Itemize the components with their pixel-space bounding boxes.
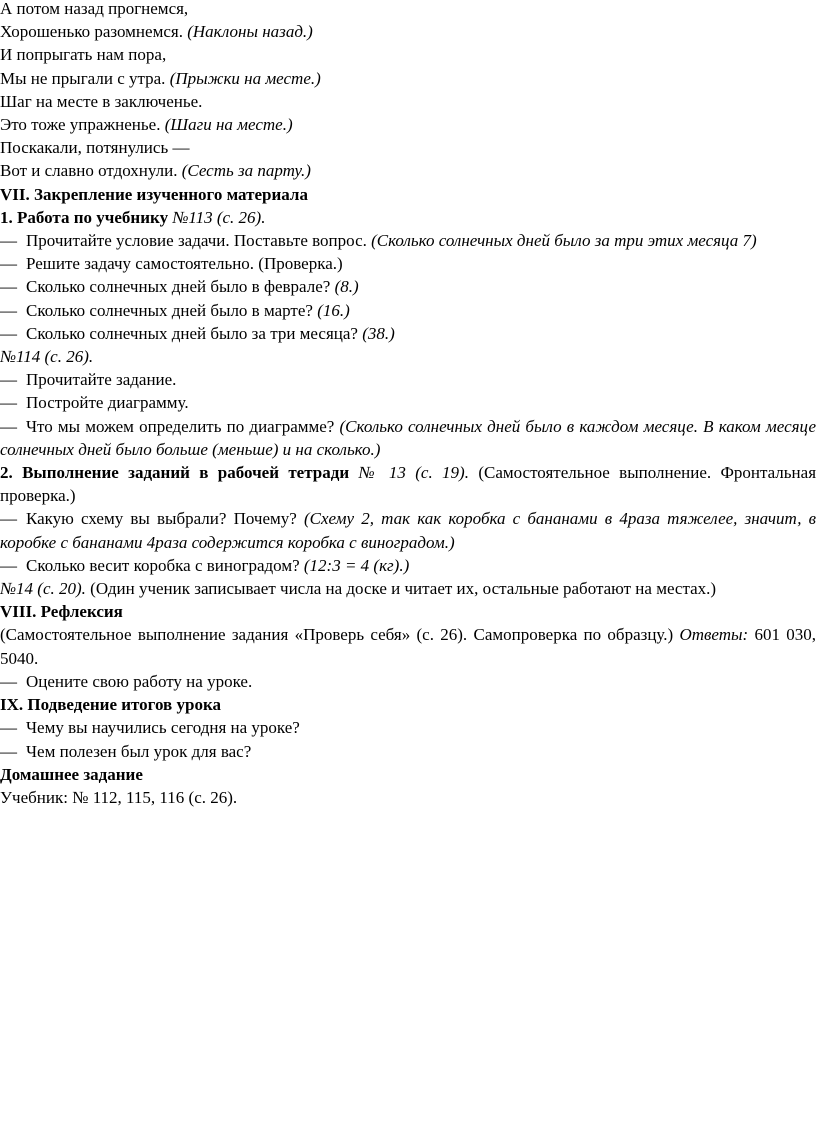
poem-note: (Наклоны назад.): [187, 22, 313, 42]
section-heading-9: IX. Подведение итогов урока: [0, 695, 221, 715]
poem-note: (Шаги на месте.): [164, 115, 293, 135]
poem-note: (Сесть за парту.): [181, 161, 311, 181]
list-item: — Сколько весит коробка с виноградом? (12:3 = 4 (кг).): [0, 555, 410, 575]
list-item: — Чему вы научились сегодня на уроке?: [0, 718, 300, 738]
poem-line: Шаг на месте в заключенье.: [0, 91, 203, 111]
list-item: — Сколько солнечных дней было за три месяца? (38.): [0, 323, 395, 343]
list-item: — Прочитайте задание.: [0, 370, 177, 390]
list-item: — Какую схему вы выбрали? Почему? (Схему 2, так как коробка с бананами в 4раза тяжелее, значит, в коробке с бананами 4раза содержится коробка с виноградом.): [0, 509, 816, 552]
list-item: — Сколько солнечных дней было в феврале? (8.): [0, 277, 359, 297]
poem-line: Вот и славно отдохнули. (Сесть за парту.): [0, 161, 311, 181]
subsection-heading-1: 1. Работа по учебнику №113 (с. 26).: [0, 207, 266, 227]
poem-line: И попрыгать нам пора,: [0, 45, 167, 65]
list-item: — Чем полезен был урок для вас?: [0, 741, 252, 761]
task-number: №14 (с. 20). (Один ученик записывает числа на доске и читает их, остальные работают на местах.): [0, 579, 717, 599]
section-heading-8: VIII. Рефлексия: [0, 602, 123, 622]
section-heading-7: VII. Закрепление изученного материала: [0, 184, 308, 204]
subsection-heading-2: 2. Выполнение заданий в рабочей тетради № 13 (с. 19). (Самостоятельное выполнение. Фронтальная проверка.): [0, 463, 816, 506]
reflection-text: (Самостоятельное выполнение задания «Проверь себя» (с. 26). Самопроверка по образцу.) Ответы: 601 030, 5040.: [0, 625, 816, 668]
list-item: — Что мы можем определить по диаграмме? (Сколько солнечных дней было в каждом месяце. В каком месяце солнечных дней было больше (меньше) и на сколько.): [0, 416, 816, 459]
homework-text: Учебник: № 112, 115, 116 (с. 26).: [0, 787, 238, 807]
list-item: — Оцените свою работу на уроке.: [0, 671, 253, 691]
list-item: — Сколько солнечных дней было в марте? (16.): [0, 300, 350, 320]
list-item: — Решите задачу самостоятельно. (Проверка.): [0, 254, 343, 274]
poem-line: Поскакали, потянулись —: [0, 138, 190, 158]
poem-line: А потом назад прогнемся,: [0, 0, 189, 18]
list-item: — Прочитайте условие задачи. Поставьте вопрос. (Сколько солнечных дней было за три этих месяца 7): [0, 231, 757, 251]
list-item: — Постройте диаграмму.: [0, 393, 189, 413]
homework-heading: Домашнее задание: [0, 764, 143, 784]
poem-note: (Прыжки на месте.): [169, 68, 321, 88]
task-number: №114 (с. 26).: [0, 347, 94, 367]
poem-line: Это тоже упражненье. (Шаги на месте.): [0, 115, 293, 135]
poem-line: Мы не прыгали с утра. (Прыжки на месте.): [0, 68, 321, 88]
poem-line: Хорошенько разомнемся. (Наклоны назад.): [0, 22, 313, 42]
